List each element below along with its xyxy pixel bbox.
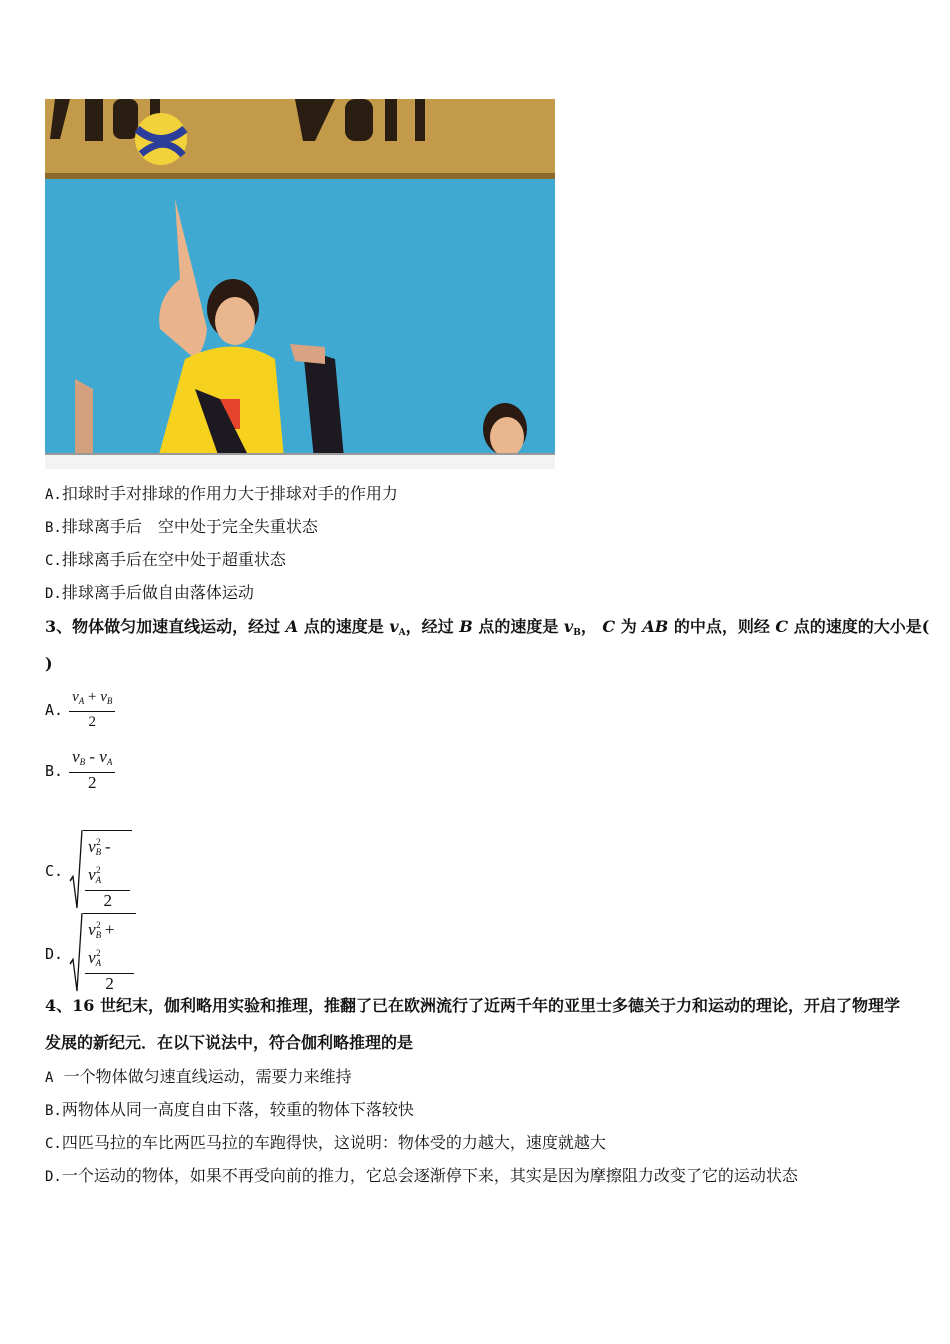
q4-option-b: B.两物体从同一高度自由下落，较重的物体下落较快 — [45, 1100, 414, 1119]
volleyball-photo — [45, 99, 555, 469]
q4-option-c: C.四匹马拉的车比两匹马拉的车跑得快，这说明：物体受的力越大，速度就越大 — [45, 1133, 606, 1152]
q4-stem-line1: 4、16 世纪末，伽利略用实验和推理，推翻了已在欧洲流行了近两千年的亚里士多德关于力和运动的理论，开启了物理学 — [45, 996, 900, 1015]
q2-option-b: B.排球离手后 空中处于完全失重状态 — [45, 517, 318, 536]
q3-stem-close: ) — [45, 654, 53, 673]
square-root: $\frac{v_B^2 - v_A^2}{2}$ — [69, 830, 132, 911]
fraction: $\frac{v_A + v_B}{2}$ — [69, 688, 115, 732]
square-root: $\frac{v_B^2 + v_A^2}{2}$ — [69, 913, 136, 994]
q4-option-d: D.一个运动的物体，如果不再受向前的推力，它总会逐渐停下来，其实是因为摩擦阻力改变了它的运动状态 — [45, 1166, 798, 1185]
q2-option-c: C.排球离手后在空中处于超重状态 — [45, 550, 286, 569]
q3-option-d: D. $\frac{v_B^2 + v_A^2}{2}$ — [45, 913, 136, 994]
q2-option-d: D.排球离手后做自由落体运动 — [45, 583, 254, 602]
q3-option-c: C. $\frac{v_B^2 - v_A^2}{2}$ — [45, 830, 132, 911]
q3-option-a: A. $\frac{v_A + v_B}{2}$ — [45, 688, 115, 732]
q2-option-a: A.扣球时手对排球的作用力大于排球对手的作用力 — [45, 484, 398, 503]
q4-option-a: A 一个物体做匀速直线运动，需要力来维持 — [45, 1067, 352, 1086]
q3-option-b: B. $\frac{v_B - v_A}{2}$ — [45, 748, 115, 793]
q3-stem: 3、物体做匀加速直线运动，经过 A 点的速度是 $v_A$，经过 B 点的速度是 $v_B$， C 为 AB 的中点，则经 C 点的速度的大小是( — [45, 617, 930, 638]
fraction: $\frac{v_B - v_A}{2}$ — [69, 748, 115, 793]
q4-stem-line2: 发展的新纪元．在以下说法中，符合伽利略推理的是 — [45, 1033, 414, 1052]
